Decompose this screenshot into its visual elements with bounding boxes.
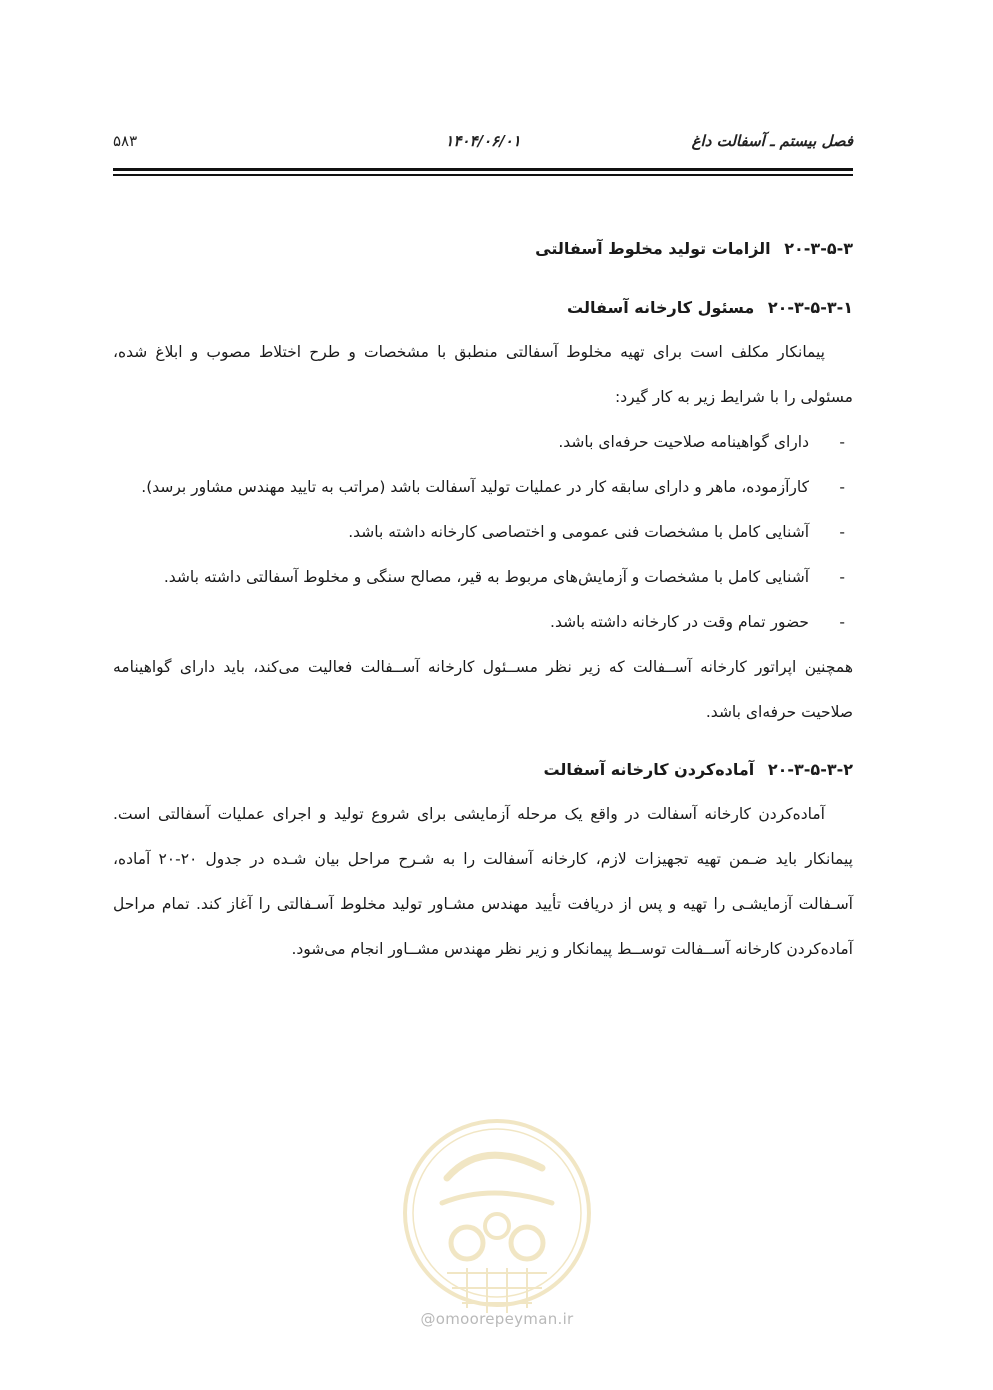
- bullet-list: [113, 420, 853, 645]
- subsection-number: ۲۰-۳-۵-۳-۱: [767, 298, 853, 317]
- page-number: ۵۸۳: [113, 132, 138, 150]
- chapter-title: فصل بیستم ـ آسفالت داغ: [691, 132, 853, 150]
- paragraph: پیمانکار مکلف است برای تهیه مخلوط آسفالتی منطبق با مشخصات و طرح اختلاط مصوب و ابلاغ شده، مسئولی را با شرایط زیر به کار گیرد:: [113, 343, 853, 406]
- subsection-title: آماده‌کردن کارخانه آسفالت: [543, 760, 755, 779]
- section-number: ۲۰-۳-۵-۳: [784, 239, 853, 258]
- spacer: [113, 735, 853, 747]
- subsection-title: مسئول کارخانه آسفالت: [567, 298, 755, 317]
- document-body: [113, 222, 853, 972]
- page-header: [113, 128, 853, 156]
- paragraph: همچنین اپراتور کارخانه آســفالت که زیر نظر مســئول کارخانه آســفالت فعالیت می‌کند، باید دارای گواهینامه صلاحیت حرفه‌ای باشد.: [113, 658, 853, 721]
- header-rule-thin: [113, 174, 853, 176]
- section-heading: [113, 226, 853, 271]
- list-item: - آشنایی کامل با مشخصات فنی عمومی و اختصاصی کارخانه داشته باشد.: [113, 510, 853, 555]
- section-title: الزامات تولید مخلوط آسفالتی: [535, 239, 771, 258]
- header-date: ۱۴۰۴/۰۶/۰۱: [445, 132, 521, 150]
- list-item: - کارآزموده، ماهر و دارای سابقه کار در عملیات تولید آسفالت باشد (مراتب به تایید مهندس مشاور برسد).: [113, 465, 853, 510]
- watermark-logo-icon: [392, 1108, 602, 1338]
- subsection-heading: [113, 747, 853, 792]
- list-item: - آشنایی کامل با مشخصات و آزمایش‌های مربوط به قیر، مصالح سنگی و مخلوط آسفالتی داشته باشد.: [113, 555, 853, 600]
- subsection-number: ۲۰-۳-۵-۳-۲: [767, 760, 853, 779]
- watermark-url: @omoorepeyman.ir: [420, 1310, 574, 1328]
- list-item: - حضور تمام وقت در کارخانه داشته باشد.: [113, 600, 853, 645]
- list-item: - دارای گواهینامه صلاحیت حرفه‌ای باشد.: [113, 420, 853, 465]
- header-rule-thick: [113, 168, 853, 171]
- paragraph: آماده‌کردن کارخانه آسفالت در واقع یک مرحله آزمایشی برای شروع تولید و اجرای عملیات آسفالتی است. پیمانکار باید ضـمن تهیه تجهیزات لازم، کارخانه آسفالت را به شـرح مراحل بیان شـده در جدول ۲۰-۲۰ آماده، آسـفالت آزمایشـی را تهیه و پس از دریافت تأیید مهندس مشـاور تولید مخلوط آسـفالتی را آغاز کند. تمام مراحل آماده‌کردن کارخانه آســفالت توســط پیمانکار و زیر نظر مهندس مشــاور انجام می‌شود.: [113, 805, 853, 958]
- subsection-heading: [113, 285, 853, 330]
